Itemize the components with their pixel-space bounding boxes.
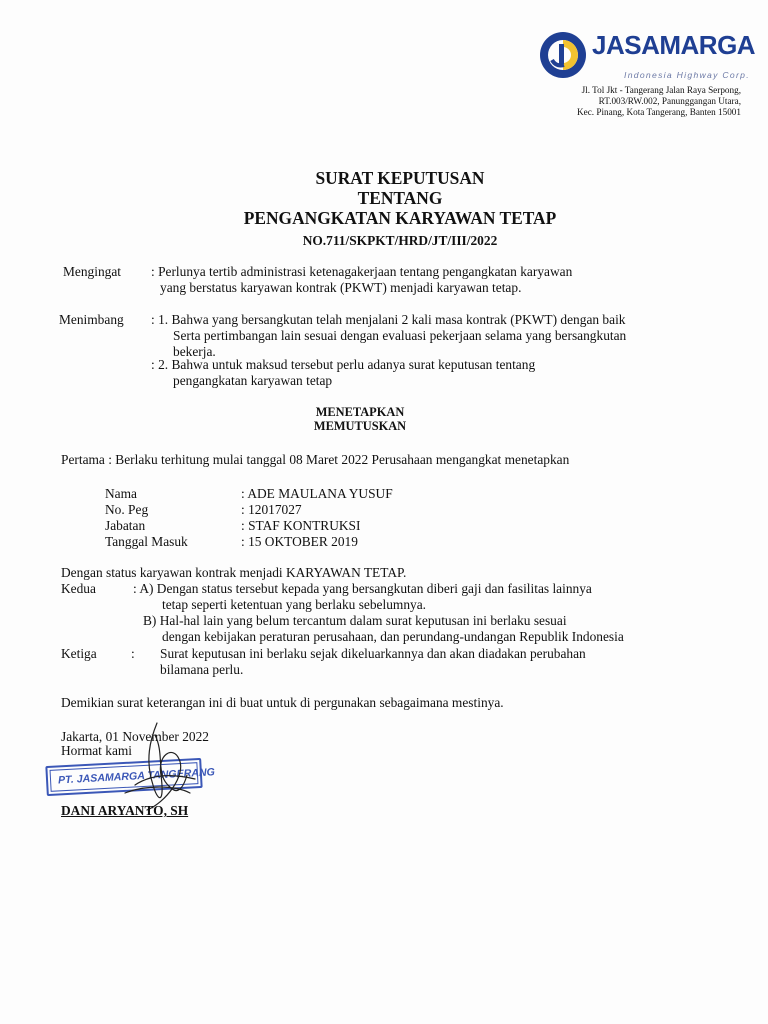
address-line: Jl. Tol Jkt - Tangerang Jalan Raya Serpong, (581, 85, 741, 95)
brand-name: JASAMARGA (592, 30, 756, 60)
kedua-point-a: : A) Dengan status tersebut kepada yang bersangkutan diberi gaji dan fasilitas lainnya (133, 581, 592, 596)
ketiga-text: Surat keputusan ini berlaku sejak dikeluarkannya dan akan diadakan perubahan (160, 646, 586, 661)
document-title-about: TENTANG (357, 188, 443, 208)
ketiga-colon: : (131, 646, 135, 661)
ketiga-label: Ketiga (61, 646, 97, 661)
menimbang-label: Menimbang (59, 312, 124, 327)
kedua-point-b: B) Hal-hal lain yang belum tercantum dalam surat keputusan ini berlaku sesuai (143, 613, 567, 628)
mengingat-text: : Perlunya tertib administrasi ketenagakerjaan tentang pengangkatan karyawan (151, 264, 573, 279)
ketiga-text: bilamana perlu. (160, 662, 244, 677)
menimbang-point-2: pengangkatan karyawan tetap (173, 373, 333, 388)
field-value-no-peg: : 12017027 (241, 502, 302, 517)
address-line: RT.003/RW.002, Panunggangan Utara, (598, 96, 741, 106)
mengingat-label: Mengingat (63, 264, 122, 279)
jasamarga-logo-icon (538, 30, 588, 80)
brand-tagline: Indonesia Highway Corp. (624, 70, 750, 80)
memutuskan-heading: MEMUTUSKAN (313, 419, 407, 433)
kedua-point-b: dengan kebijakan peraturan perusahaan, dan perundang-undangan Republik Indonesia (162, 629, 624, 644)
place-date: Jakarta, 01 November 2022 (61, 729, 209, 744)
address-line: Kec. Pinang, Kota Tangerang, Banten 15001 (576, 107, 741, 117)
field-label-nama: Nama (105, 486, 137, 501)
menimbang-point-1: : 1. Bahwa yang bersangkutan telah menjalani 2 kali masa kontrak (PKWT) dengan baik (151, 312, 626, 327)
menimbang-point-1: Serta pertimbangan lain sesuai dengan evaluasi pekerjaan selama yang bersangkutan (173, 328, 627, 343)
field-label-jabatan: Jabatan (105, 518, 146, 533)
menimbang-point-1: bekerja. (173, 344, 216, 359)
document-subject: PENGANGKATAN KARYAWAN TETAP (243, 208, 557, 228)
kedua-point-a: tetap seperti ketentuan yang berlaku sebelumnya. (162, 597, 426, 612)
company-address (577, 85, 741, 118)
field-value-nama: : ADE MAULANA YUSUF (241, 486, 393, 501)
mengingat-text: yang berstatus karyawan kontrak (PKWT) menjadi karyawan tetap. (160, 280, 522, 295)
field-label-tanggal-masuk: Tanggal Masuk (105, 534, 188, 549)
regards: Hormat kami (61, 743, 133, 758)
field-label-no-peg: No. Peg (105, 502, 149, 517)
closing-text: Demikian surat keterangan ini di buat untuk di pergunakan sebagaimana mestinya. (61, 695, 504, 710)
menetapkan-heading: MENETAPKAN (315, 405, 405, 419)
pertama-text: Pertama : Berlaku terhitung mulai tanggal 08 Maret 2022 Perusahaan mengangkat menetapkan (61, 452, 570, 467)
status-text: Dengan status karyawan kontrak menjadi KARYAWAN TETAP. (61, 565, 407, 580)
document-title: SURAT KEPUTUSAN (315, 168, 485, 188)
signer-name: DANI ARYANTO, SH (61, 803, 189, 818)
menimbang-point-2: : 2. Bahwa untuk maksud tersebut perlu adanya surat keputusan tentang (151, 357, 536, 372)
field-value-tanggal-masuk: : 15 OKTOBER 2019 (241, 534, 358, 549)
kedua-label: Kedua (61, 581, 96, 596)
stamp-text: PT. JASAMARGA TANGERANG (57, 766, 216, 787)
field-value-jabatan: : STAF KONTRUKSI (241, 518, 361, 533)
document-number: NO.711/SKPKT/HRD/JT/III/2022 (302, 233, 498, 248)
